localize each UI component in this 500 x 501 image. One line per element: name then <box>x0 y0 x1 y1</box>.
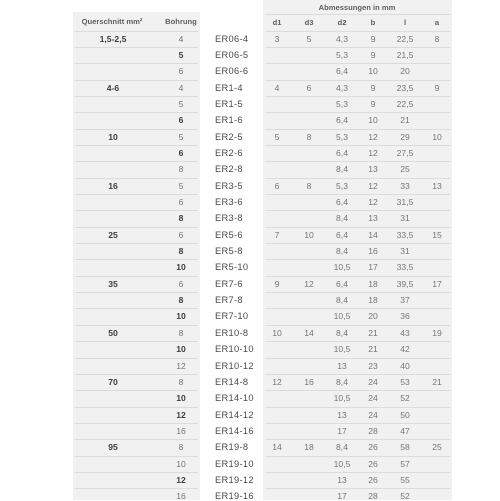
article-code: ER5-6 <box>215 229 243 240</box>
l-cell: 55 <box>400 474 410 485</box>
right-row-divider <box>265 407 450 408</box>
article-code: ER06-4 <box>215 33 249 44</box>
d3-cell: 18 <box>304 442 314 453</box>
d1-header: d1 <box>272 18 282 27</box>
right-row-divider <box>265 259 450 260</box>
d2-cell: 8,4 <box>336 213 348 224</box>
b-cell: 9 <box>370 98 376 109</box>
l-cell: 36 <box>400 311 410 322</box>
article-code: ER19-12 <box>215 474 254 485</box>
right-row-divider <box>265 341 450 342</box>
d3-cell: 8 <box>306 180 312 191</box>
left-row-divider <box>75 407 198 408</box>
dimensions-table-panel <box>263 0 452 500</box>
bohrung-cell: 8 <box>178 246 184 257</box>
b-cell: 10 <box>368 66 378 77</box>
d1-cell: 3 <box>274 33 280 44</box>
left-row-divider <box>75 456 198 457</box>
right-row-divider <box>265 423 450 424</box>
right-row-divider <box>265 456 450 457</box>
q-cell: 70 <box>108 376 118 387</box>
bohrung-cell: 10 <box>176 262 186 273</box>
d2-cell: 13 <box>337 409 347 420</box>
left-row-divider <box>75 31 198 32</box>
q-cell: 25 <box>108 229 118 240</box>
bohrung-cell: 6 <box>178 278 184 289</box>
l-cell: 21,5 <box>396 49 414 60</box>
l-cell: 31,5 <box>396 197 414 207</box>
left-row-divider <box>75 243 198 244</box>
article-code: ER2-8 <box>215 164 243 175</box>
right-row-divider <box>265 472 450 473</box>
b-cell: 24 <box>368 409 378 420</box>
bohrung-cell: 12 <box>176 474 186 485</box>
left-row-divider <box>75 276 198 277</box>
article-code: ER10-12 <box>215 360 254 371</box>
l-cell: 33 <box>400 180 410 191</box>
b-cell: 26 <box>368 474 378 485</box>
d2-cell: 6,4 <box>336 66 348 77</box>
right-row-divider <box>265 276 450 277</box>
b-cell: 18 <box>368 295 378 306</box>
left-row-divider <box>75 194 198 195</box>
q-cell: 50 <box>108 327 118 338</box>
d3-cell: 8 <box>306 131 312 142</box>
bohrung-cell: 4 <box>178 82 184 93</box>
bohrung-cell: 8 <box>178 213 184 224</box>
b-cell: 13 <box>368 213 378 224</box>
d2-cell: 10,5 <box>333 262 351 273</box>
b-cell: 26 <box>368 458 378 469</box>
b-cell: 23 <box>368 360 378 371</box>
l-cell: 52 <box>400 393 410 404</box>
a-cell: 9 <box>434 82 440 93</box>
article-code: ER3-6 <box>215 197 243 207</box>
left-row-divider <box>75 374 198 375</box>
q-cell: 10 <box>108 131 118 142</box>
d2-cell: 4,3 <box>336 82 348 93</box>
bohrung-cell: 8 <box>178 327 184 338</box>
bohrung-cell: 12 <box>176 360 186 371</box>
l-cell: 43 <box>400 327 410 338</box>
right-row-divider <box>265 96 450 97</box>
bohrung-cell: 4 <box>178 33 184 44</box>
b-cell: 24 <box>368 376 378 387</box>
l-cell: 52 <box>400 491 410 501</box>
bohrung-cell: 5 <box>178 131 184 142</box>
l-cell: 21 <box>400 115 410 126</box>
article-code: ER1-6 <box>215 115 243 126</box>
article-code: ER5-8 <box>215 246 243 257</box>
left-row-divider <box>75 488 198 489</box>
bohrung-cell: 12 <box>176 409 186 420</box>
right-row-divider <box>265 308 450 309</box>
bohrung-cell: 6 <box>178 66 184 77</box>
b-cell: 16 <box>368 246 378 257</box>
article-code: ER14-16 <box>215 425 254 436</box>
left-row-divider <box>75 472 198 473</box>
article-code: ER19-10 <box>215 458 254 469</box>
d3-cell: 5 <box>306 33 312 44</box>
d2-cell: 10,5 <box>333 311 351 322</box>
a-cell: 17 <box>432 278 442 289</box>
bohrung-cell: 10 <box>176 393 186 404</box>
d2-cell: 10,5 <box>333 458 351 469</box>
left-row-divider <box>75 423 198 424</box>
article-code: ER7-10 <box>215 311 249 322</box>
left-row-divider <box>75 308 198 309</box>
l-cell: 22,5 <box>396 98 414 109</box>
d2-cell: 6,4 <box>336 278 348 289</box>
left-row-divider <box>75 439 198 440</box>
right-row-divider <box>265 47 450 48</box>
right-row-divider <box>265 358 450 359</box>
right-row-divider <box>265 161 450 162</box>
article-code: ER14-12 <box>215 409 254 420</box>
abmessungen-header: Abmessungen in mm <box>318 3 396 12</box>
b-cell: 21 <box>368 344 378 355</box>
q-cell: 4-6 <box>106 82 120 93</box>
left-row-divider <box>75 358 198 359</box>
article-code: ER06-6 <box>215 66 249 77</box>
l-cell: 23,5 <box>396 82 414 93</box>
right-row-divider <box>265 292 450 293</box>
bohrung-cell: 8 <box>178 295 184 306</box>
b-cell: 12 <box>368 147 378 158</box>
a-cell: 21 <box>432 376 442 387</box>
bohrung-cell: 10 <box>176 311 186 322</box>
d2-cell: 13 <box>337 474 347 485</box>
d3-cell: 14 <box>304 327 314 338</box>
bohrung-cell: 8 <box>178 164 184 175</box>
article-code: ER7-6 <box>215 278 243 289</box>
l-cell: 47 <box>400 425 410 436</box>
left-row-divider <box>75 210 198 211</box>
article-code: ER14-8 <box>215 376 249 387</box>
q-cell: 35 <box>108 278 118 289</box>
b-cell: 20 <box>368 311 378 322</box>
d2-cell: 13 <box>337 360 347 371</box>
l-cell: 29 <box>400 131 410 142</box>
article-code: ER1-4 <box>215 82 243 93</box>
b-cell: 28 <box>368 425 378 436</box>
b-cell: 14 <box>368 229 378 240</box>
bohrung-cell: 5 <box>178 98 184 109</box>
left-row-divider <box>75 325 198 326</box>
d2-cell: 5,3 <box>336 49 348 60</box>
left-row-divider <box>75 161 198 162</box>
d2-cell: 8,4 <box>336 295 348 306</box>
a-cell: 15 <box>432 229 442 240</box>
right-row-divider <box>265 210 450 211</box>
b-cell: 13 <box>368 164 378 175</box>
d2-cell: 5,3 <box>336 131 348 142</box>
left-row-divider <box>75 112 198 113</box>
right-row-divider <box>265 178 450 179</box>
bohrung-cell: 5 <box>178 49 184 60</box>
b-cell: 9 <box>370 82 376 93</box>
a-cell: 10 <box>432 131 442 142</box>
left-row-divider <box>75 178 198 179</box>
d2-cell: 5,3 <box>336 98 348 109</box>
right-row-divider <box>265 325 450 326</box>
l-cell: 33,5 <box>396 229 414 240</box>
d2-cell: 10,5 <box>333 344 351 355</box>
bohrung-cell: 5 <box>178 180 184 191</box>
right-row-divider <box>265 129 450 130</box>
left-row-divider <box>75 390 198 391</box>
d2-cell: 17 <box>337 491 347 501</box>
a-cell: 19 <box>432 327 442 338</box>
d1-cell: 9 <box>274 278 280 289</box>
b-cell: 12 <box>368 197 378 207</box>
article-code: ER10-10 <box>215 344 254 355</box>
bohrung-header: Bohrung <box>165 17 197 26</box>
d1-cell: 7 <box>274 229 280 240</box>
d2-cell: 6,4 <box>336 197 348 207</box>
b-cell: 9 <box>370 33 376 44</box>
d3-cell: 12 <box>304 278 314 289</box>
article-code: ER3-8 <box>215 213 243 224</box>
b-cell: 9 <box>370 49 376 60</box>
l-cell: 40 <box>400 360 410 371</box>
l-cell: 22,5 <box>396 33 414 44</box>
right-row-divider <box>265 145 450 146</box>
d1-cell: 12 <box>272 376 282 387</box>
l-cell: 42 <box>400 344 410 355</box>
b-cell: 12 <box>368 131 378 142</box>
q-cell: 16 <box>108 180 118 191</box>
bohrung-cell: 8 <box>178 376 184 387</box>
left-row-divider <box>75 96 198 97</box>
d1-cell: 10 <box>272 327 282 338</box>
left-row-divider <box>75 80 198 81</box>
bohrung-cell: 10 <box>176 344 186 355</box>
l-cell: 37 <box>400 295 410 306</box>
b-cell: 17 <box>368 262 378 273</box>
article-code: ER19-8 <box>215 442 249 453</box>
d3-cell: 6 <box>306 82 312 93</box>
right-row-divider <box>265 439 450 440</box>
right-row-divider <box>265 63 450 64</box>
left-row-divider <box>75 341 198 342</box>
q-cell: 95 <box>108 442 118 453</box>
l-cell: 20 <box>400 66 410 77</box>
b-cell: 21 <box>368 327 378 338</box>
b-header: b <box>370 18 376 27</box>
article-code: ER2-6 <box>215 147 243 158</box>
bohrung-cell: 6 <box>178 197 184 207</box>
right-row-divider <box>265 194 450 195</box>
d2-header: d2 <box>337 18 347 27</box>
d2-cell: 6,4 <box>336 115 348 126</box>
l-cell: 27,5 <box>396 147 414 158</box>
d2-cell: 8,4 <box>336 442 348 453</box>
l-cell: 39,5 <box>396 278 414 289</box>
d2-cell: 6,4 <box>336 147 348 158</box>
left-row-divider <box>75 129 198 130</box>
left-row-divider <box>75 63 198 64</box>
l-cell: 50 <box>400 409 410 420</box>
bohrung-cell: 6 <box>178 229 184 240</box>
right-row-divider <box>265 112 450 113</box>
abmessungen-divider <box>265 14 450 15</box>
bohrung-cell: 6 <box>178 147 184 158</box>
d2-cell: 8,4 <box>336 246 348 257</box>
b-cell: 28 <box>368 491 378 501</box>
querschnitt-header: Querschnitt mm² <box>81 17 143 26</box>
left-row-divider <box>75 259 198 260</box>
b-cell: 12 <box>368 180 378 191</box>
left-row-divider <box>75 47 198 48</box>
right-row-divider <box>265 31 450 32</box>
l-cell: 25 <box>400 164 410 175</box>
b-cell: 18 <box>368 278 378 289</box>
d1-cell: 6 <box>274 180 280 191</box>
d2-cell: 8,4 <box>336 327 348 338</box>
bohrung-cell: 10 <box>176 458 186 469</box>
article-code: ER10-8 <box>215 327 249 338</box>
d2-cell: 10,5 <box>333 393 351 404</box>
l-cell: 33,5 <box>396 262 414 273</box>
bohrung-cell: 8 <box>178 442 184 453</box>
right-row-divider <box>265 227 450 228</box>
article-code: ER2-5 <box>215 131 243 142</box>
d2-cell: 5,3 <box>336 180 348 191</box>
d3-header: d3 <box>304 18 314 27</box>
a-cell: 8 <box>434 33 440 44</box>
l-cell: 53 <box>400 376 410 387</box>
l-cell: 31 <box>400 246 410 257</box>
article-code: ER7-8 <box>215 295 243 306</box>
b-cell: 24 <box>368 393 378 404</box>
a-cell: 13 <box>432 180 442 191</box>
bohrung-cell: 16 <box>176 425 186 436</box>
a-header: a <box>434 18 440 27</box>
left-row-divider <box>75 145 198 146</box>
left-row-divider <box>75 227 198 228</box>
right-row-divider <box>265 80 450 81</box>
q-cell: 1,5-2,5 <box>99 33 127 44</box>
d2-cell: 17 <box>337 425 347 436</box>
article-code: ER06-5 <box>215 49 249 60</box>
l-cell: 57 <box>400 458 410 469</box>
d3-cell: 10 <box>304 229 314 240</box>
b-cell: 26 <box>368 442 378 453</box>
d1-cell: 4 <box>274 82 280 93</box>
article-code: ER1-5 <box>215 98 243 109</box>
article-code: ER5-10 <box>215 262 249 273</box>
article-code: ER19-16 <box>215 491 254 501</box>
d2-cell: 4,3 <box>336 33 348 44</box>
a-cell: 25 <box>432 442 442 453</box>
d1-cell: 14 <box>272 442 282 453</box>
article-code: ER3-5 <box>215 180 243 191</box>
article-code: ER14-10 <box>215 393 254 404</box>
d2-cell: 6,4 <box>336 229 348 240</box>
l-header: l <box>403 18 407 27</box>
left-row-divider <box>75 292 198 293</box>
right-row-divider <box>265 488 450 489</box>
bohrung-cell: 16 <box>176 491 186 501</box>
bohrung-cell: 6 <box>178 115 184 126</box>
right-row-divider <box>265 390 450 391</box>
d3-cell: 16 <box>304 376 314 387</box>
d2-cell: 8,4 <box>336 164 348 175</box>
l-cell: 58 <box>400 442 410 453</box>
d2-cell: 8,4 <box>336 376 348 387</box>
right-row-divider <box>265 243 450 244</box>
right-row-divider <box>265 374 450 375</box>
b-cell: 10 <box>368 115 378 126</box>
d1-cell: 5 <box>274 131 280 142</box>
l-cell: 31 <box>400 213 410 224</box>
